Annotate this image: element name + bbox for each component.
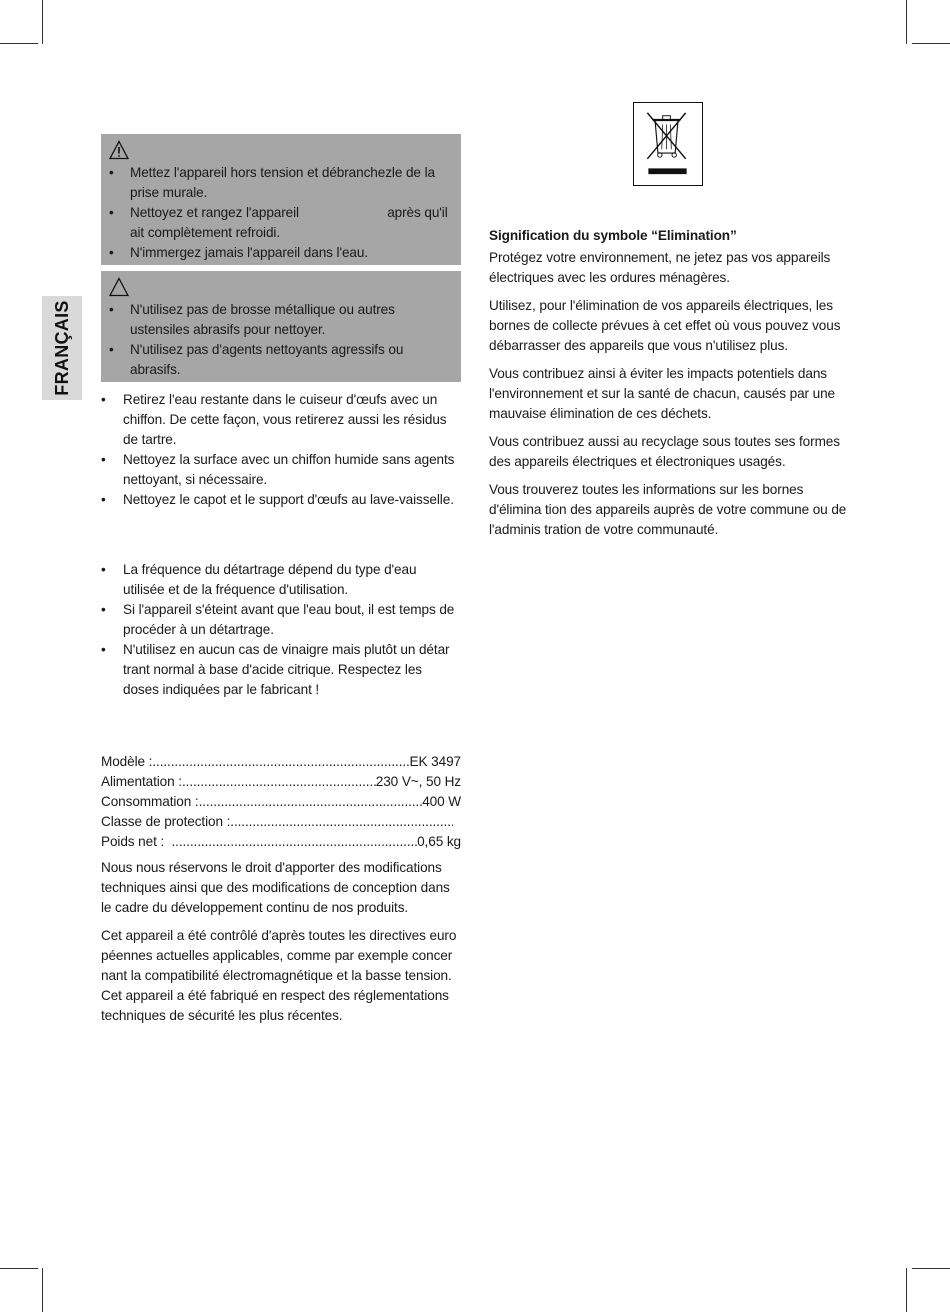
cleaning-steps-list <box>101 390 461 510</box>
specs-table <box>101 752 461 852</box>
crop-mark <box>42 1268 43 1312</box>
paragraph: Vous contribuez aussi au recyclage sous toutes ses formes des appareils électriques et électroniques usagés. <box>489 434 840 469</box>
list-item: • La fréquence du détartrage dépend du type d'eau utilisée et de la fréquence d'utilisation. <box>101 560 461 600</box>
list-item: • Si l'appareil s'éteint avant que l'eau bout, il est temps de procéder à un détartrage. <box>101 600 461 640</box>
caution-box-abrasives <box>101 271 461 382</box>
paragraph: Cet appareil a été contrôlé d'après toutes les directives euro péennes actuelles applicables, comme par exemple concer nant la compatibilité électromagnétique et la basse tension. Cet appareil a été fabriqué en respect des réglementations techniques de sécurité les plus récentes. <box>101 928 457 1023</box>
crossed-out-bin-icon <box>634 103 701 184</box>
right-column <box>489 226 849 540</box>
list-item: • Mettez l'appareil hors tension et débranchezle de la prise murale. <box>109 163 453 203</box>
spec-value: EK 3497 <box>409 754 461 769</box>
paragraph: Nous nous réservons le droit d'apporter des modifications techniques ainsi que des modifications de conception dans le cadre du développement continu de nos produits. <box>101 860 450 915</box>
technical-notes <box>101 858 461 1026</box>
spec-leader <box>199 792 423 812</box>
list-item: • Nettoyez le capot et le support d'œufs au lave-vaisselle. <box>101 490 461 510</box>
spec-row <box>101 752 461 772</box>
spec-leader <box>230 812 453 832</box>
spec-value: 0,65 kg <box>417 834 461 849</box>
list-item: • N'immergez jamais l'appareil dans l'eau. <box>109 243 453 263</box>
spec-value: 230 V~, 50 Hz <box>375 774 461 789</box>
language-label: FRANÇAIS <box>52 300 72 396</box>
spec-leader <box>152 752 409 772</box>
spec-leader <box>172 832 418 852</box>
crop-mark <box>42 0 43 44</box>
paragraph: Protégez votre environnement, ne jetez pas vos appareils électriques avec les ordures ménagères. <box>489 250 831 285</box>
spec-leader <box>182 772 376 792</box>
warning-box-unplug <box>101 134 461 265</box>
descaling-steps-list <box>101 560 461 700</box>
list-item: • Nettoyez la surface avec un chiffon humide sans agents nettoyant, si nécessaire. <box>101 450 461 490</box>
list-item: • Nettoyez et rangez l'appareil après qu'il ait complètement refroidi. <box>109 203 453 243</box>
spec-row <box>101 812 461 832</box>
crop-mark <box>906 1268 907 1312</box>
disposal-heading: Signification du symbole “Elimination” <box>489 228 737 243</box>
paragraph: Utilisez, pour l'élimination de vos appareils électriques, les bornes de collecte prévues à cet effet où vous pouvez vous débarrasser des appareils que vous n'utilisez plus. <box>489 298 841 353</box>
spec-value: 400 W <box>422 794 461 809</box>
crop-mark <box>0 43 38 44</box>
crop-mark <box>912 43 950 44</box>
list-item: • N'utilisez en aucun cas de vinaigre mais plutôt un détar trant normal à base d'acide citrique. Respectez les doses indiquées par le fabricant ! <box>101 640 461 700</box>
spec-label: Alimentation : <box>101 774 182 789</box>
spec-label: Poids net : <box>101 834 172 849</box>
list-item: • N'utilisez pas d'agents nettoyants agressifs ou abrasifs. <box>109 340 453 380</box>
paragraph: Vous trouverez toutes les informations sur les bornes d'élimina tion des appareils auprès de votre commune ou de l'adminis tration de votre communauté. <box>489 482 847 537</box>
spec-label: Modèle : <box>101 754 153 769</box>
warning-list <box>109 163 453 263</box>
spec-row <box>101 772 461 792</box>
language-side-tab <box>42 296 82 400</box>
disposal-symbol <box>633 102 703 186</box>
paragraph: Vous contribuez ainsi à éviter les impacts potentiels dans l'environnement et sur la santé de chacun, causés par une mauvaise élimination de ces déchets. <box>489 366 836 421</box>
list-item: • N'utilisez pas de brosse métallique ou autres ustensiles abrasifs pour nettoyer. <box>109 300 453 340</box>
crop-mark <box>0 1268 38 1269</box>
spec-row <box>101 792 461 812</box>
list-item: • Retirez l'eau restante dans le cuiseur d'œufs avec un chiffon. De cette façon, vous retirerez aussi les résidus de tartre. <box>101 390 461 450</box>
spec-label: Consommation : <box>101 794 199 809</box>
left-column <box>101 134 461 1026</box>
crop-mark <box>906 0 907 44</box>
warning-triangle-icon <box>109 140 129 160</box>
crop-mark <box>912 1268 950 1269</box>
spec-label: Classe de protection : <box>101 814 231 829</box>
caution-list <box>109 300 453 380</box>
spec-row <box>101 832 461 852</box>
caution-triangle-icon <box>109 277 129 297</box>
